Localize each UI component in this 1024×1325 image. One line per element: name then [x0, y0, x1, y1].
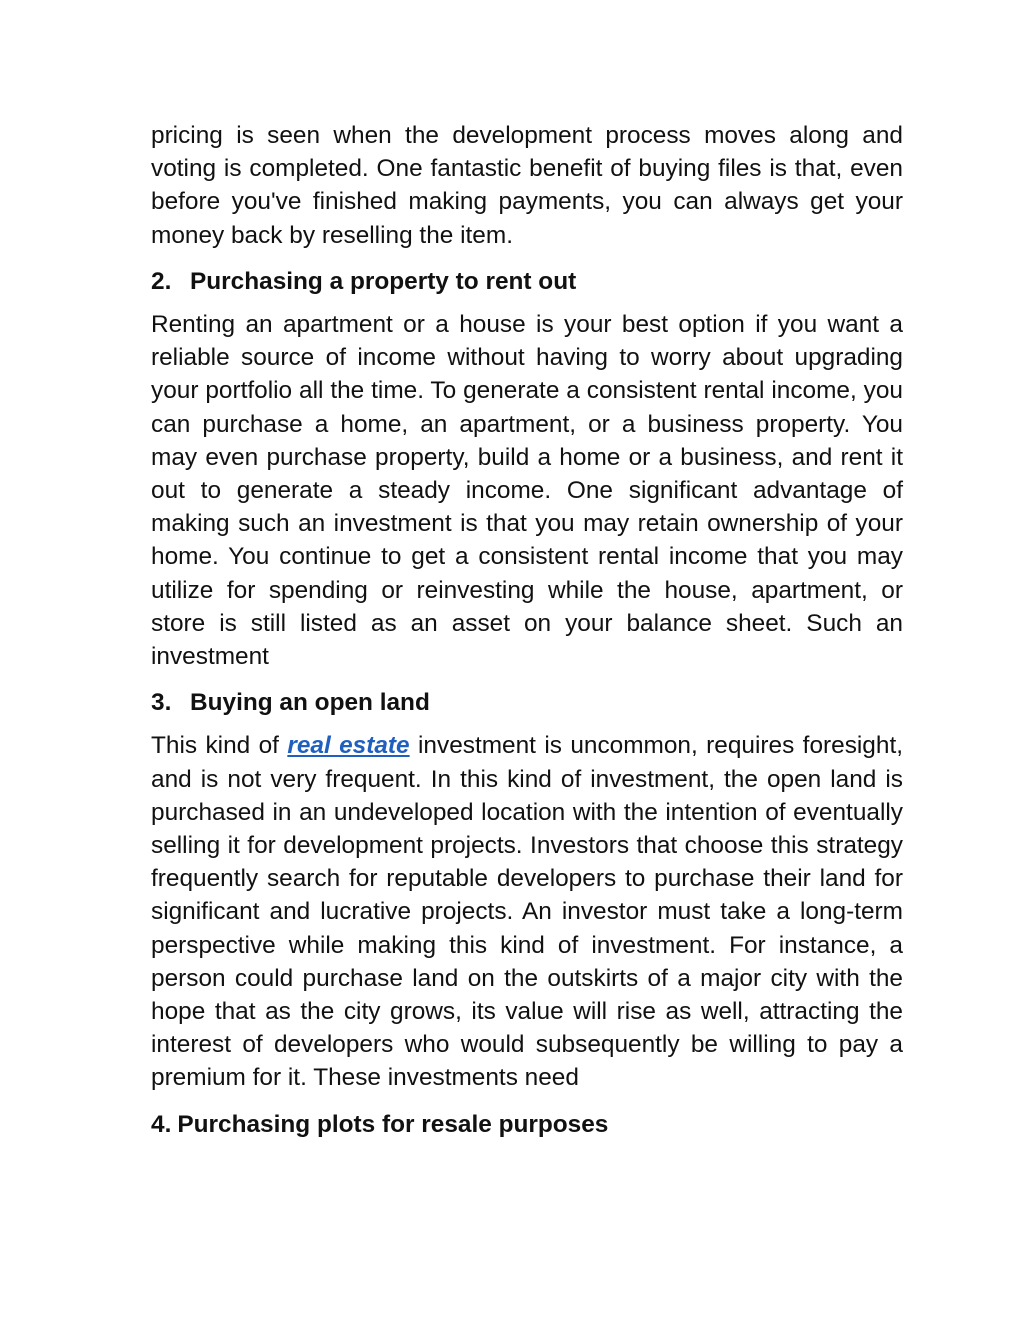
section-number: 2. [151, 267, 172, 295]
section-number: 3. [151, 689, 172, 717]
section-heading-open-land [151, 686, 903, 719]
real-estate-link[interactable]: real estate [287, 732, 410, 760]
intro-paragraph: pricing is seen when the development process moves along and voting is completed. One fantastic benefit of buying files is that, even before you've finished making payments, you can always get your money back by reselling the item. [151, 122, 903, 249]
section-title: Purchasing plots for resale purposes [177, 1110, 609, 1138]
section-heading-rent-out [151, 265, 903, 298]
section-number: 4. [151, 1110, 172, 1138]
section-body-rent-out: Renting an apartment or a house is your best option if you want a reliable source of income without having to worry about upgrading your portfolio all the time. To generate a consistent rental income, you can purchase a home, an apartment, or a business property. You may even purchase property, build a home or a business, and rent it out to generate a steady income. One significant advantage of making such an investment is that you may retain ownership of your home. You continue to get a consistent rental income that you may utilize for spending or reinvesting while the house, apartment, or store is still listed as an asset on your balance sheet. Such an investment [151, 311, 903, 671]
body-text: investment is uncommon, requires foresight, and is not very frequent. In this kind of investment, the open land is purchased in an undeveloped location with the intention of eventually selling it for development projects. Investors that choose this strategy frequently search for reputable developers to purchase their land for significant and lucrative projects. An investor must take a long-term perspective while making this kind of investment. For instance, a person could purchase land on the outskirts of a major city with the hope that as the city grows, its value will rise as well, attracting the interest of developers who would subsequently be willing to pay a premium for it. These investments need [151, 732, 903, 1092]
section-body-open-land [151, 729, 903, 1094]
body-text: This kind of [151, 732, 288, 760]
section-title: Buying an open land [190, 689, 430, 717]
section-title: Purchasing a property to rent out [190, 267, 577, 295]
section-heading-resale-plots [151, 1108, 903, 1141]
